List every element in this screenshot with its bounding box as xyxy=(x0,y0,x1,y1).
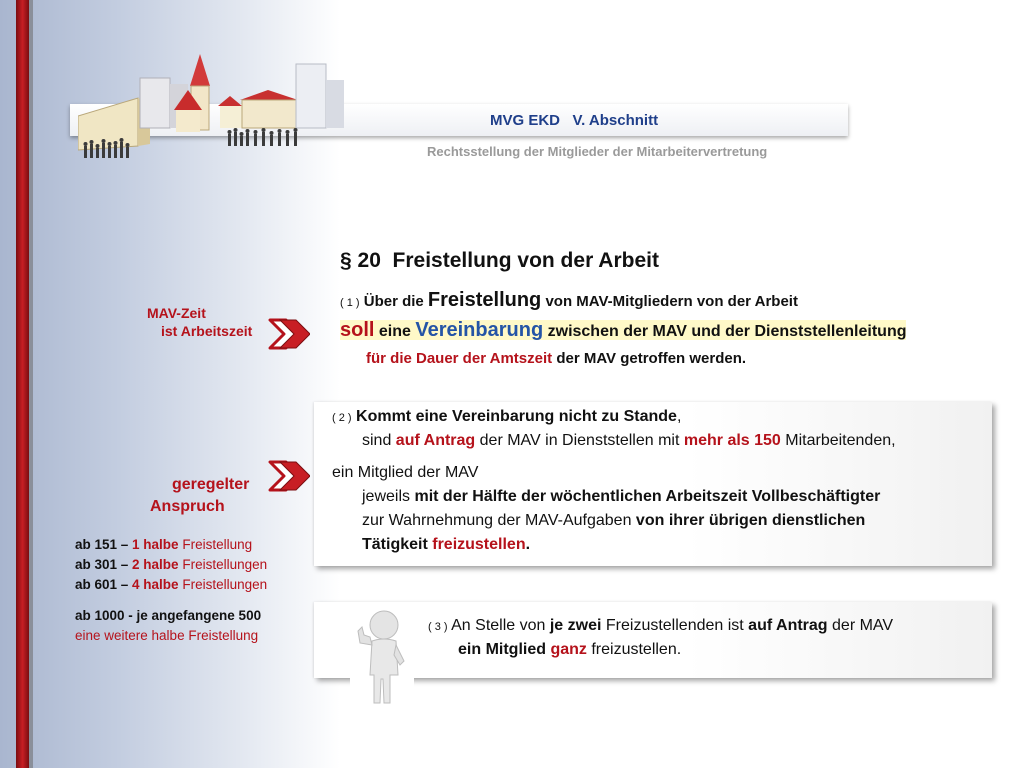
header-subtitle: Rechtsstellung der Mitglieder der Mitarbeitervertretung xyxy=(427,144,768,159)
stats-suffix: Freistellungen xyxy=(178,557,268,572)
stats-suffix: Freistellungen xyxy=(178,577,268,592)
paragraph-number: ( 1 ) xyxy=(340,297,360,309)
paragraph-1-line-1 xyxy=(340,290,798,310)
thumbs-up-figure-icon xyxy=(350,605,414,709)
text-run: sind xyxy=(362,432,396,449)
freistellung-stats-extra xyxy=(75,606,261,646)
text-run: Über die xyxy=(359,293,428,310)
stats-prefix: ab 151 – xyxy=(75,537,133,552)
text-run: . xyxy=(525,536,531,553)
stats-count: 1 halbe xyxy=(132,537,179,552)
text-run: der MAV xyxy=(827,617,894,634)
stats-row xyxy=(75,575,267,595)
stats-prefix: ab 301 – xyxy=(75,557,133,572)
paragraph-1-line-2 xyxy=(340,320,906,340)
text-run-bold: Tätigkeit xyxy=(362,536,433,553)
text-run-red: ganz xyxy=(550,641,587,658)
text-run-red: freizustellen xyxy=(432,536,526,553)
text-run: der MAV in Dienststellen mit xyxy=(475,432,684,449)
paragraph-2-line-5 xyxy=(362,512,865,530)
text-run: der MAV getroffen werden. xyxy=(552,350,747,367)
paragraph-2-line-6 xyxy=(362,536,530,554)
text-run: zur Wahrnehmung der MAV-Aufgaben xyxy=(362,512,636,529)
paragraph-2-line-1 xyxy=(332,408,681,426)
text-run-blue: Vereinbarung xyxy=(415,319,544,341)
section-title: § 20 Freistellung von der Arbeit xyxy=(340,249,659,272)
text-run-red: auf Antrag xyxy=(395,432,476,449)
chevron-double-right-icon xyxy=(268,460,310,492)
text-run: Freizustellenden ist xyxy=(601,617,749,634)
stats-count: 2 halbe xyxy=(132,557,179,572)
text-run: , xyxy=(676,408,682,425)
paragraph-2-line-3: ein Mitglied der MAV xyxy=(332,464,479,481)
text-run-bold: je zwei xyxy=(549,617,602,634)
paragraph-3-box xyxy=(314,602,992,678)
note-line: geregelter xyxy=(172,476,250,493)
paragraph-3-line-1 xyxy=(428,617,893,635)
stats-extra-line: eine weitere halbe Freistellung xyxy=(75,628,259,643)
paragraph-number: ( 2 ) xyxy=(332,412,352,424)
freistellung-stats xyxy=(75,535,267,595)
left-gray-bar xyxy=(29,0,33,768)
text-run: Mitarbeitenden, xyxy=(780,432,896,449)
left-red-bar xyxy=(16,0,29,768)
text-run-red: soll xyxy=(340,319,375,341)
text-run-bold: von ihrer übrigen dienstlichen xyxy=(635,512,866,529)
text-run: zwischen der MAV und der Dienststellenleitung xyxy=(543,323,907,340)
text-run: freizustellen. xyxy=(586,641,682,658)
text-run: jeweils xyxy=(362,488,415,505)
note-mav-zeit xyxy=(147,304,252,340)
note-anspruch xyxy=(150,474,249,518)
paragraph-3-line-2 xyxy=(458,641,681,659)
stats-extra-line: ab 1000 - je angefangene 500 xyxy=(75,608,262,623)
paragraph-number: ( 3 ) xyxy=(428,621,448,633)
paragraph-2-line-4 xyxy=(362,488,880,506)
stats-row xyxy=(75,555,267,575)
stats-suffix: Freistellung xyxy=(178,537,253,552)
note-line: Anspruch xyxy=(150,498,225,515)
stats-count: 4 halbe xyxy=(132,577,179,592)
note-line: ist Arbeitszeit xyxy=(161,323,253,339)
text-run-bold: mit der Hälfte der wöchentlichen Arbeitszeit Vollbeschäftigter xyxy=(414,488,881,505)
text-run-bold: auf Antrag xyxy=(748,617,828,634)
stats-row xyxy=(75,535,267,555)
chevron-double-right-icon xyxy=(268,318,310,350)
text-run: eine xyxy=(374,323,416,340)
text-run: von MAV-Mitgliedern von der Arbeit xyxy=(541,293,798,310)
text-run-emphasis: Freistellung xyxy=(427,289,542,311)
text-run-bold: ein Mitglied xyxy=(458,641,546,658)
text-run-red: mehr als 150 xyxy=(683,432,781,449)
town-illustration-icon xyxy=(78,50,358,168)
text-run-red: für die Dauer der Amtszeit xyxy=(366,350,553,367)
header-title: MVG EKD V. Abschnitt xyxy=(490,112,659,129)
text-run-bold: Kommt eine Vereinbarung nicht zu Stande xyxy=(351,408,677,425)
paragraph-1-line-3 xyxy=(366,351,746,366)
paragraph-2-line-2 xyxy=(362,432,896,450)
note-line: MAV-Zeit xyxy=(147,305,206,321)
stats-prefix: ab 601 – xyxy=(75,577,133,592)
text-run: An Stelle von xyxy=(447,617,550,634)
